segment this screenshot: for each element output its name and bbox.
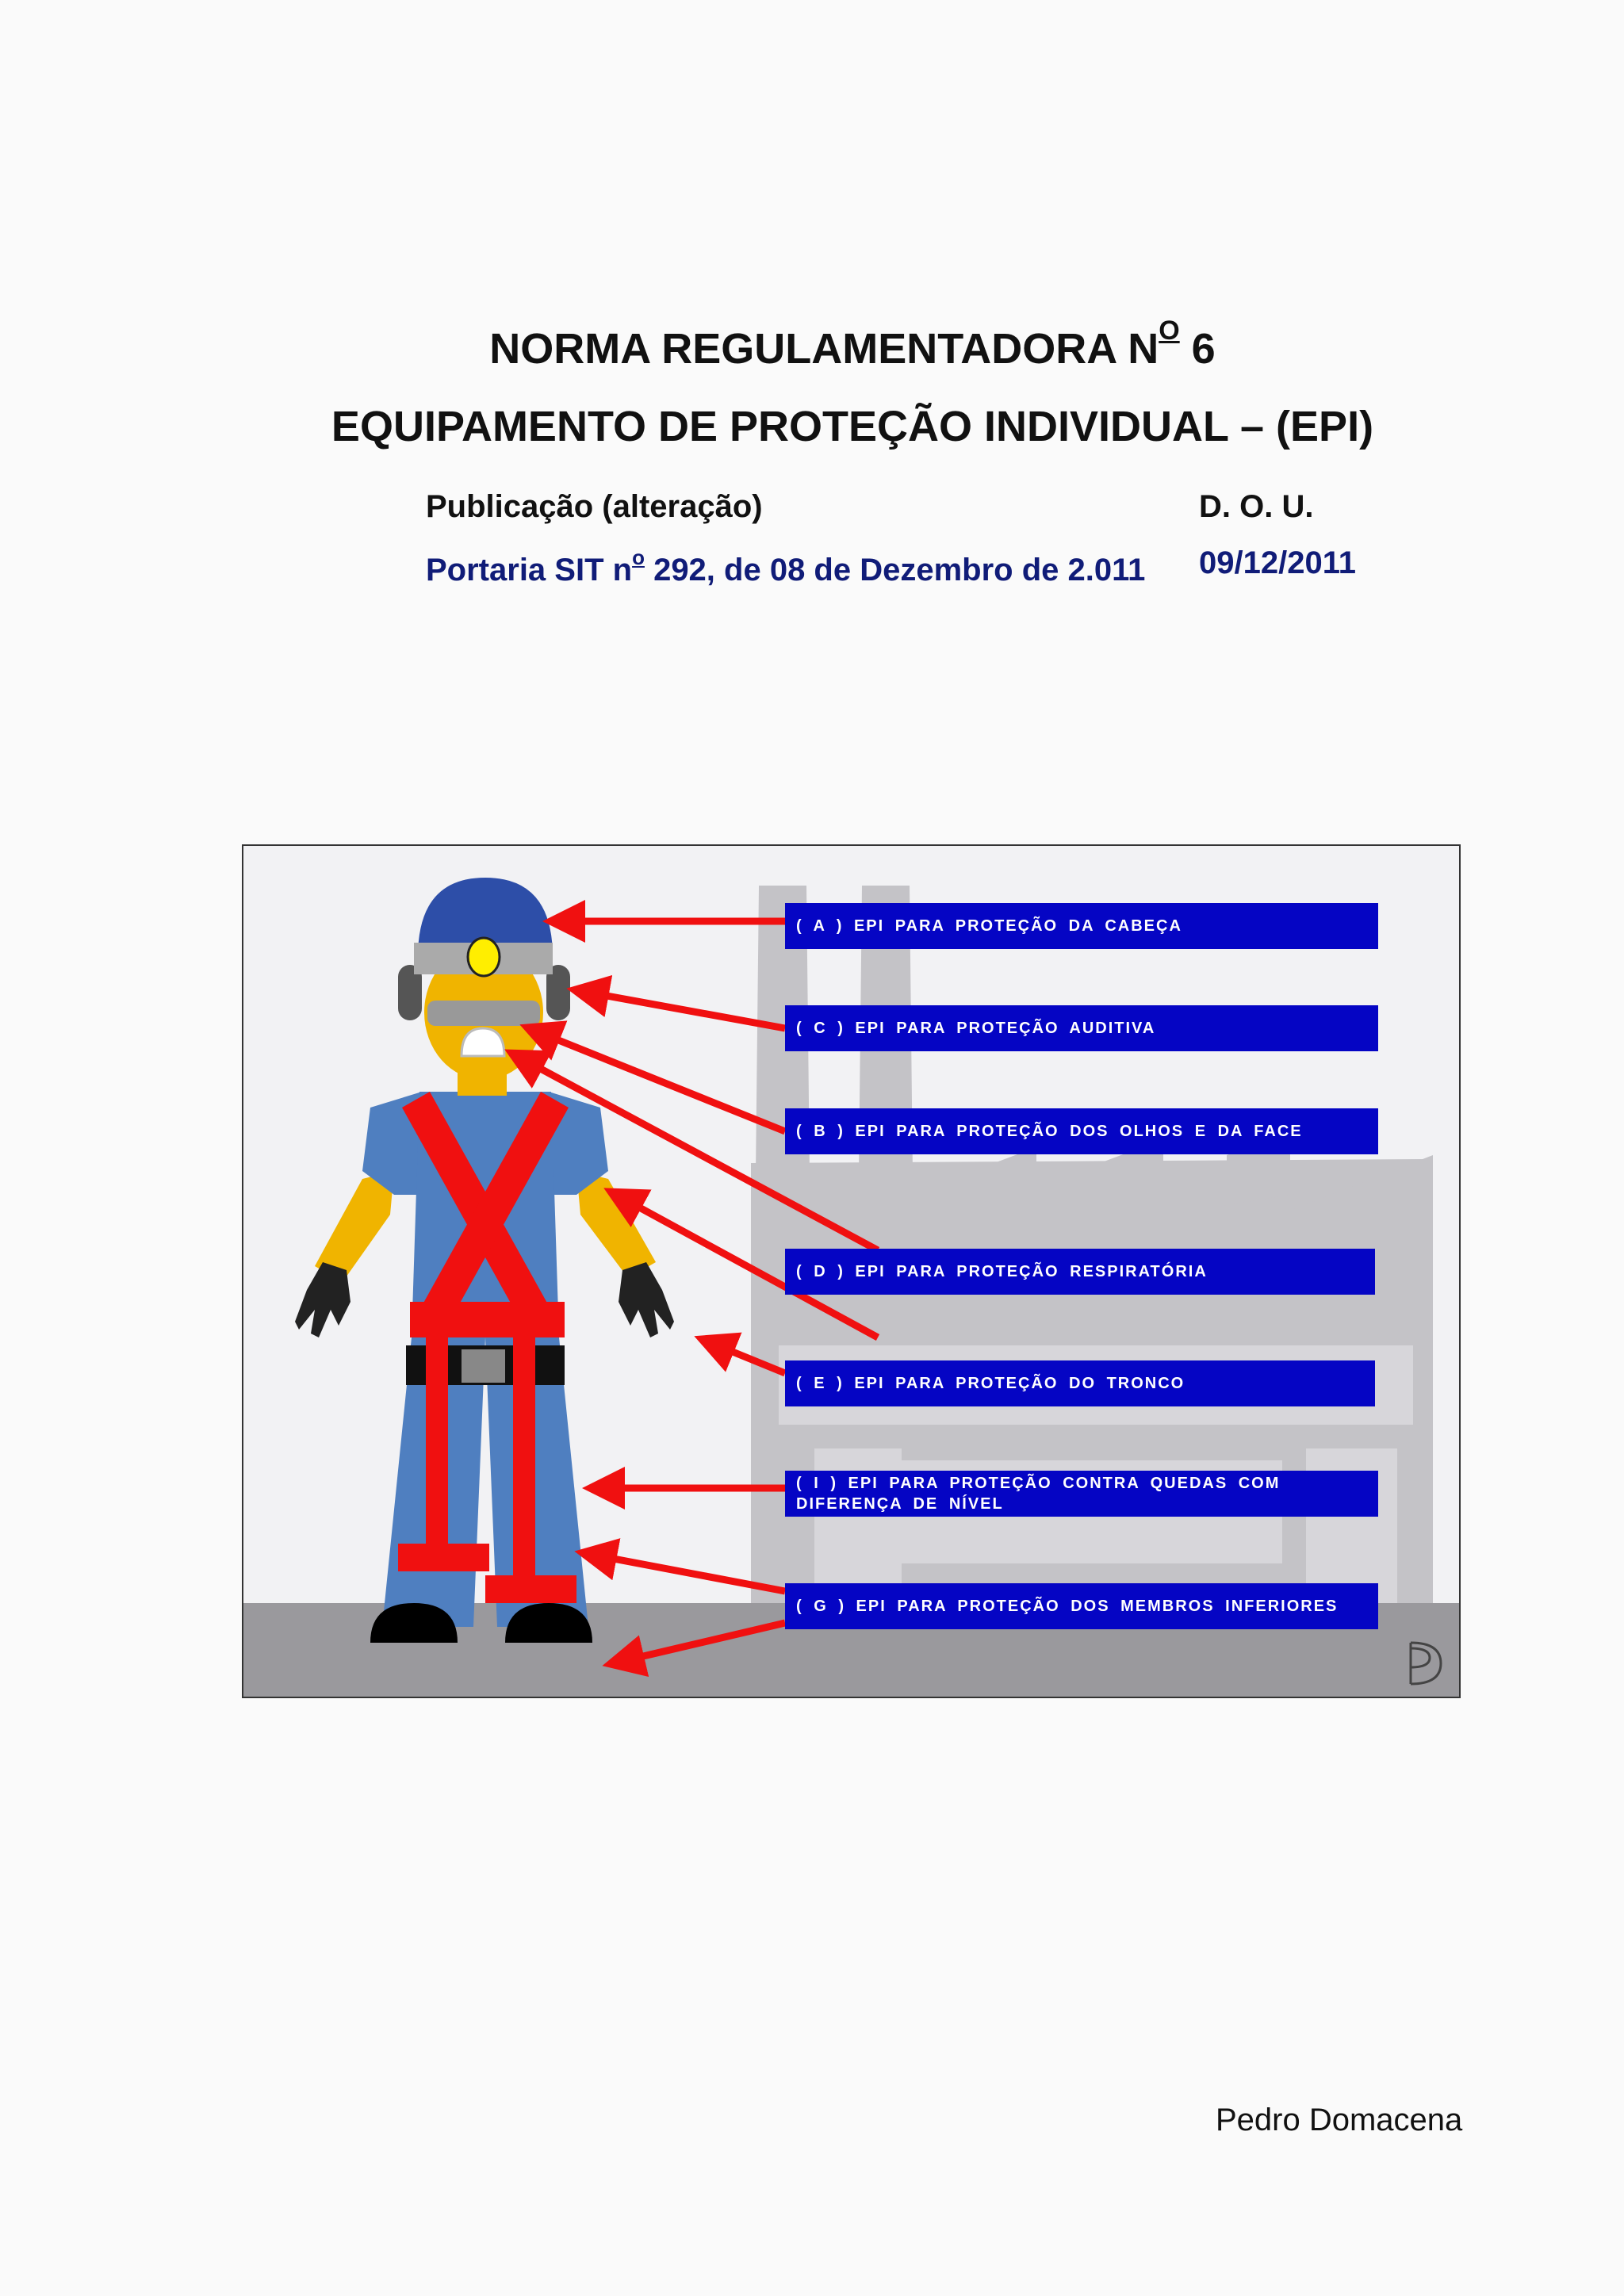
label-lower-limbs-protection: ( G ) EPI PARA PROTEÇÃO DOS MEMBROS INFERIORES	[785, 1583, 1378, 1629]
label-head-protection: ( A ) EPI PARA PROTEÇÃO DA CABEÇA	[785, 903, 1378, 949]
dou-header: D. O. U.	[1199, 489, 1314, 524]
left-glove-icon	[295, 1262, 350, 1337]
publication-header: Publicação (alteração)	[426, 489, 763, 524]
label-fall-protection: ( I ) EPI PARA PROTEÇÃO CONTRA QUEDAS COM DIFERENÇA DE NÍVEL	[785, 1471, 1378, 1517]
label-trunk-protection: ( E ) EPI PARA PROTEÇÃO DO TRONCO	[785, 1360, 1375, 1406]
portaria-entry: Portaria SIT $n^o$ 292, de 08 de Dezembro de 2.011	[426, 545, 1146, 587]
label-eye-face-protection: ( B ) EPI PARA PROTEÇÃO DOS OLHOS E DA FACE	[785, 1108, 1378, 1154]
dou-date: 09/12/2011	[1199, 545, 1356, 580]
helmet-lamp-icon	[468, 938, 500, 976]
right-glove-icon	[619, 1262, 674, 1337]
document-title: NORMA REGULAMENTADORA $N^O$ 6	[489, 316, 1216, 373]
label-respiratory-protection: ( D ) EPI PARA PROTEÇÃO RESPIRATÓRIA	[785, 1249, 1375, 1295]
epi-illustration	[242, 844, 1461, 1698]
label-hearing-protection: ( C ) EPI PARA PROTEÇÃO AUDITIVA	[785, 1005, 1378, 1051]
respirator-icon	[462, 1028, 504, 1056]
document-subtitle: EQUIPAMENTO DE PROTEÇÃO INDIVIDUAL – (EPI)	[331, 403, 1374, 450]
author-name: Pedro Domacena	[1216, 2103, 1463, 2137]
worker-icon	[295, 878, 674, 1643]
goggles-icon	[427, 1001, 540, 1026]
